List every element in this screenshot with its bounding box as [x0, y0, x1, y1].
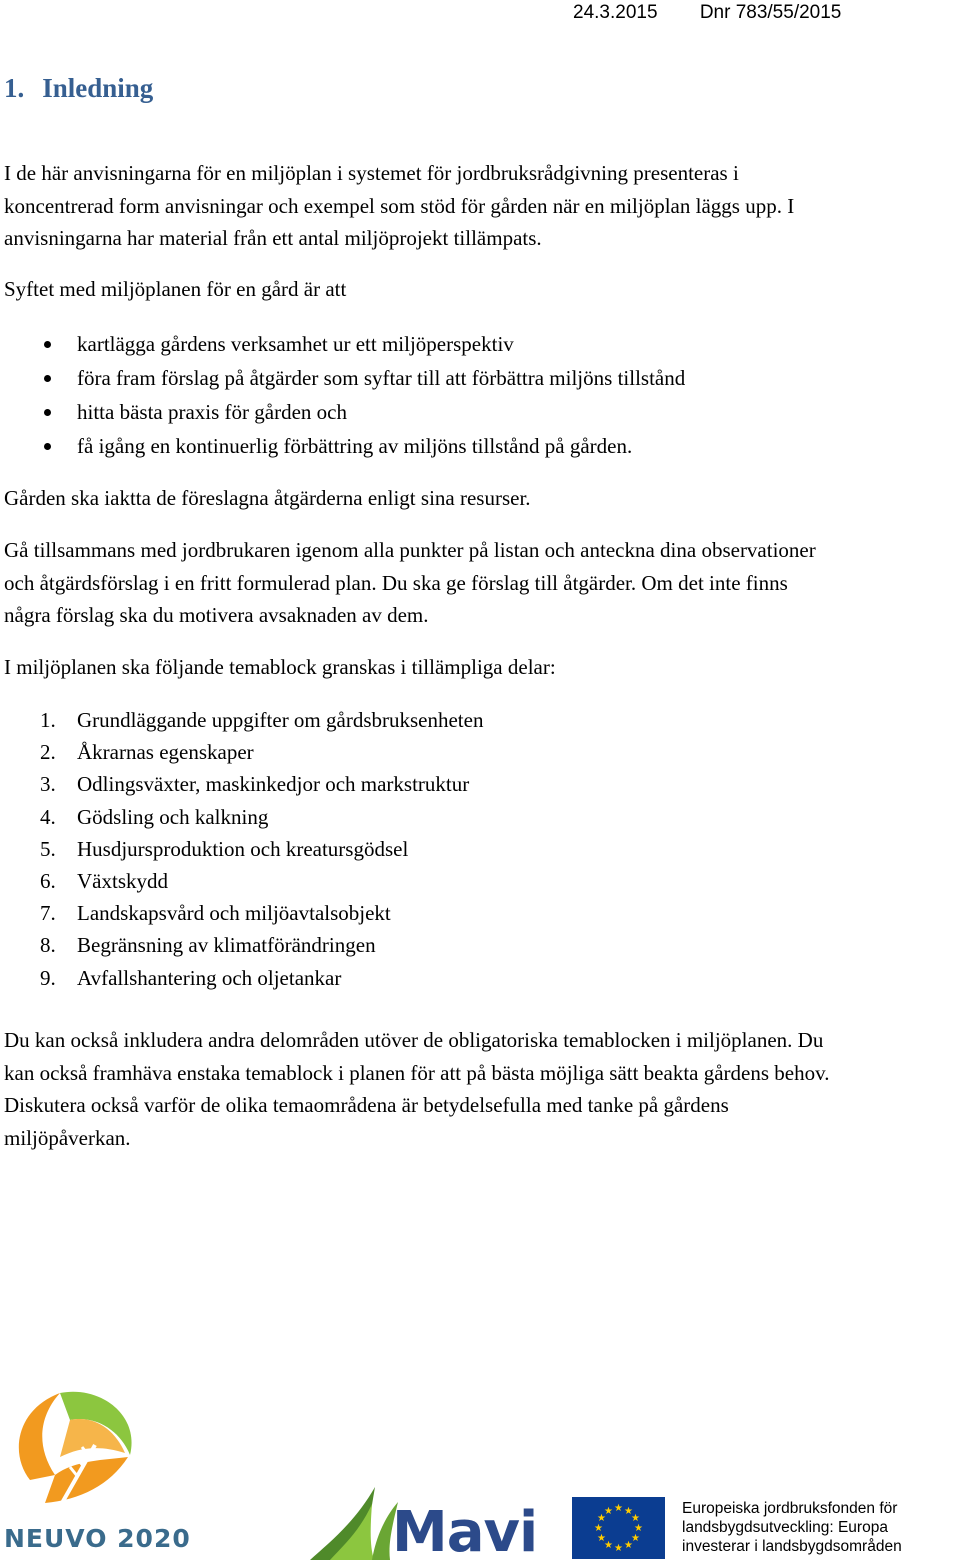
eu-flag-icon	[572, 1497, 665, 1559]
blocks-lead	[4, 651, 960, 684]
list-number: 6.	[40, 868, 56, 893]
eu-fund-text	[682, 1499, 902, 1556]
list-item-text: hitta bästa praxis för gården och	[77, 400, 347, 424]
svg-text:★: ★	[597, 1513, 606, 1524]
list-number: 1.	[40, 708, 56, 732]
svg-text:★: ★	[597, 1533, 606, 1544]
bullet-icon	[44, 341, 51, 348]
list-item-text: Odlingsväxter, maskinkedjor och markstruktur	[77, 772, 470, 797]
instructions-line: några förslag ska du motivera avsaknaden av dem.	[4, 603, 429, 627]
svg-text:★: ★	[604, 1506, 613, 1517]
list-number: 9.	[40, 965, 56, 990]
section-number: 1.	[4, 73, 25, 103]
header-date: 24.3.2015	[573, 2, 658, 23]
intro-line: anvisningarna har material från ett antal miljöprojekt tillämpats.	[4, 226, 542, 250]
blocks-lead-text: I miljöplanen ska följande temablock granskas i tillämpliga delar:	[4, 655, 556, 679]
intro-line: koncentrerad form anvisningar och exempel som stöd för gården när en miljöplan läggs upp. I	[4, 193, 795, 218]
neuvo-logo-text: NEUVO 2020	[4, 1524, 191, 1553]
intro-paragraph	[4, 157, 960, 255]
eu-fund-line: Europeiska jordbruksfonden för	[682, 1500, 898, 1517]
svg-text:★: ★	[614, 1543, 623, 1554]
instructions-paragraph	[4, 534, 960, 632]
eu-fund-line: investerar i landsbygdsområden	[682, 1538, 902, 1555]
closing-line: miljöpåverkan.	[4, 1125, 131, 1150]
header-doc-number: Dnr 783/55/2015	[699, 2, 842, 23]
purpose-lead-text: Syftet med miljöplanen för en gård är att	[4, 277, 347, 301]
svg-text:★: ★	[634, 1523, 643, 1534]
list-item-text: Landskapsvård och miljöavtalsobjekt	[77, 901, 391, 926]
svg-text:★: ★	[624, 1540, 633, 1551]
closing-paragraph	[4, 1024, 960, 1154]
svg-text:★: ★	[624, 1506, 633, 1517]
list-number: 4.	[40, 804, 56, 829]
list-item-text: Gödsling och kalkning	[77, 804, 269, 829]
instructions-line: Gå tillsammans med jordbrukaren igenom alla punkter på listan och anteckna dina observationer	[4, 538, 816, 562]
mavi-logo-icon	[310, 1482, 400, 1562]
purpose-lead	[4, 273, 960, 306]
list-number: 8.	[40, 933, 56, 958]
instructions-line: och åtgärdsförslag i en fritt formulerad plan. Du ska ge förslag till åtgärder. Om det inte finns	[4, 570, 788, 595]
list-item-text: Husdjursproduktion och kreatursgödsel	[77, 836, 409, 861]
list-item-text: föra fram förslag på åtgärder som syftar till att förbättra miljöns tillstånd	[77, 366, 686, 390]
eu-fund-line: landsbygdsutveckling: Europa	[682, 1519, 888, 1536]
bullet-icon	[44, 375, 51, 382]
svg-text:★: ★	[614, 1503, 623, 1514]
list-item-text: få igång en kontinuerlig förbättring av miljöns tillstånd på gården.	[77, 434, 633, 458]
intro-line: I de här anvisningarna för en miljöplan i systemet för jordbruksrådgivning presenteras i	[4, 161, 739, 185]
resources-note-text: Gården ska iaktta de föreslagna åtgärderna enligt sina resurser.	[4, 486, 531, 510]
list-item-text: Växtskydd	[77, 868, 168, 893]
section-heading	[4, 70, 153, 106]
list-item-text: Grundläggande uppgifter om gårdsbruksenheten	[77, 708, 484, 732]
svg-text:★: ★	[631, 1513, 640, 1524]
bullet-icon	[44, 409, 51, 416]
page-header	[573, 0, 841, 26]
closing-line: kan också framhäva enstaka temablock i planen för att på bästa möjliga sätt beakta gårdens behov.	[4, 1060, 830, 1085]
list-item-text: Avfallshantering och oljetankar	[77, 965, 342, 990]
list-item-text: Begränsning av klimatförändringen	[77, 933, 376, 958]
resources-note	[4, 482, 960, 515]
section-title: Inledning	[42, 73, 154, 103]
neuvo-logo-icon	[0, 1385, 150, 1525]
list-number: 3.	[40, 772, 56, 797]
bullet-icon	[44, 443, 51, 450]
closing-line: Du kan också inkludera andra delområden utöver de obligatoriska temablocken i miljöplanen. Du	[4, 1028, 824, 1052]
closing-line: Diskutera också varför de olika temaområdena är betydelsefulla med tanke på gårdens	[4, 1093, 729, 1117]
mavi-logo-text: Mavi	[392, 1500, 538, 1565]
svg-text:★: ★	[594, 1523, 603, 1534]
list-number: 7.	[40, 901, 56, 926]
list-item-text: Åkrarnas egenskaper	[77, 740, 254, 765]
svg-text:★: ★	[604, 1540, 613, 1551]
list-number: 5.	[40, 836, 56, 861]
list-item-text: kartlägga gårdens verksamhet ur ett miljöperspektiv	[77, 332, 514, 356]
svg-text:★: ★	[631, 1533, 640, 1544]
list-number: 2.	[40, 740, 56, 765]
